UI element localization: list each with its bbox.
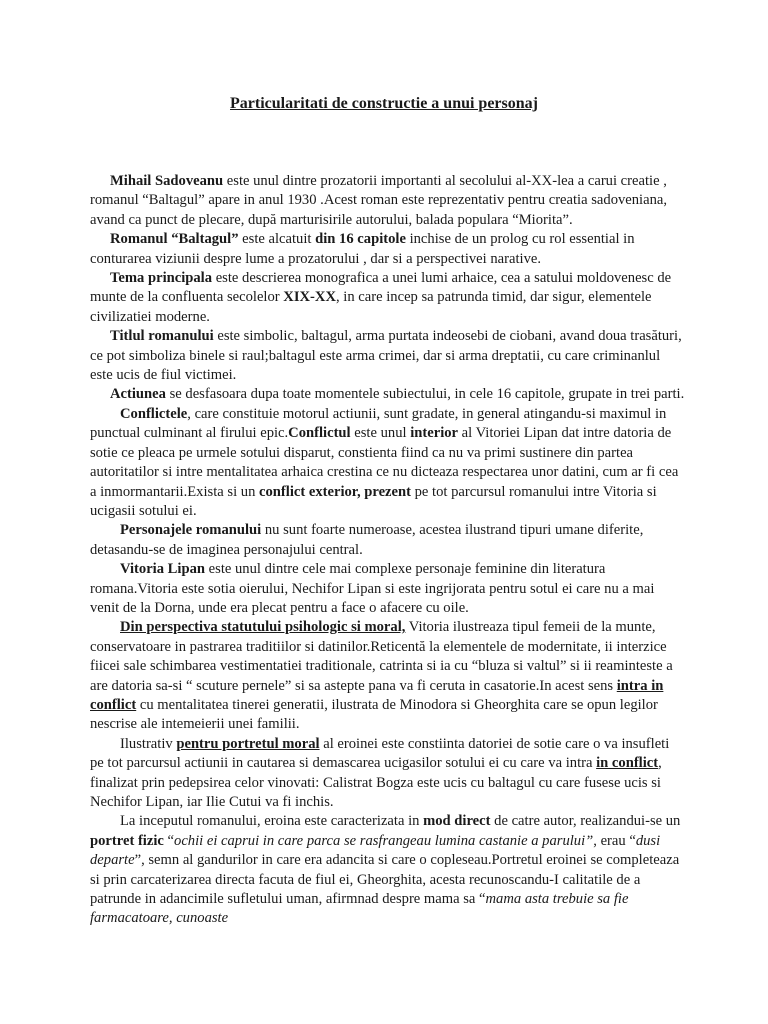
paragraph-theme: [90, 269, 685, 327]
underlined-phrase: intra in conflict: [90, 677, 664, 713]
text-run: Ilustrativ: [120, 735, 177, 752]
text-run: este unul dintre prozatorii importanti al secolului al-XX-lea a carui creatie , romanul “Baltagul” apare in anul 1930 .Acest roman este reprezentativ pentru creatia sadoveniana, avand ca punct de plecare, după marturisirile autorului, balada populara “Miorita”.: [90, 173, 668, 228]
bold-phrase: din 16 capitole: [315, 231, 406, 248]
text-run: pe tot parcursul romanului intre Vitoria si ucigasii sotului ei.: [90, 483, 657, 519]
text-run: nu sunt foarte numeroase, acestea ilustrand tipuri umane diferite, detasandu-se de imaginea personajului central.: [90, 522, 644, 558]
text-run: este alcatuit: [238, 231, 316, 248]
bold-phrase: Personajele romanului: [120, 522, 262, 539]
underlined-phrase: pentru portretul moral: [176, 735, 320, 752]
text-run: este unul dintre cele mai complexe personaje feminine din literatura romana.Vitoria este sotia oierului, Nechifor Lipan si este ingrijorata pentru sotul ei care nu a mai venit de la Dorna, unde era plecat pentru a face o afacere cu oile.: [90, 561, 655, 616]
bold-phrase: Vitoria Lipan: [120, 561, 206, 578]
text-run: se desfasoara dupa toate momentele subiectului, in cele 16 capitole, grupate in trei parti.: [165, 386, 685, 403]
italic-quote: dusi departe: [90, 832, 661, 869]
text-run: La inceputul romanului, eroina este caracterizata in: [120, 813, 424, 830]
bold-phrase: conflict exterior, prezent: [259, 483, 411, 500]
text-run: “: [163, 832, 175, 849]
paragraph-structure: [90, 230, 685, 269]
text-run: , care constituie motorul actiunii, sunt gradate, in general atingandu-si maximul in punctual culminant al firului epic.: [90, 405, 667, 442]
paragraph-psychological: [90, 618, 685, 734]
text-run: al Vitoriei Lipan dat intre datoria de sotie ce pleaca pe urmele sotului disparut, constienta fiind ca nu va primi sustinere din partea autoritatilor si intre mentalitatea arhaica crestina ce nu dicteaza respectarea unor datini, cum ar fi cea a inmormantarii.Exista si un: [90, 425, 679, 500]
text-run: , finalizat prin pedepsirea celor vinovati: Calistrat Bogza este ucis cu baltagul cu care fusese ucis si Nechifor Lipan, iar Ilie Cutui va fi inchis.: [90, 755, 662, 810]
text-run: este unul: [350, 425, 411, 442]
text-run: este descrierea monografica a unei lumi arhaice, cea a satului moldovenesc de munte de la confluenta secolelor: [90, 270, 672, 306]
italic-quote: mama asta trebuie sa fie farmacatoare, cunoaste: [90, 891, 629, 927]
bold-phrase: interior: [410, 425, 459, 442]
bold-phrase: Actiunea: [110, 386, 166, 403]
bold-phrase: Tema principala: [110, 270, 213, 287]
text-run: al eroinei este constiinta datoriei de sotie care o va insufleti pe tot parcursul actiunii in cautarea si demascarea ucigasilor sotului ei cu care va intra: [90, 735, 670, 772]
text-run: de catre autor, realizandui-se un: [490, 813, 681, 830]
paragraph-vitoria: [90, 560, 685, 618]
text-run: Vitoria ilustreaza tipul femeii de la munte, conservatoare in pastrarea traditiilor si datinilor.Reticentă la elementele de modernitate, ii interzice fiicei sale schimbarea vestimentatiei traditionale, catrinta si ia cu “bluza si valtul” si ii reaminteste a are datoria sa-si “ scuture pernele” si sa astepte pana va fi ceruta in casatorie.In acest sens: [90, 619, 673, 694]
underlined-phrase: Din perspectiva statutului psihologic si moral,: [120, 619, 406, 636]
bold-phrase: portret fizic: [90, 832, 164, 849]
bold-phrase: XIX-XX: [283, 289, 336, 306]
text-run: inchise de un prolog cu rol essential in conturarea viziunii despre lume a prozatorului , dar si a perspectivei narative.: [90, 231, 635, 267]
bold-phrase: mod direct: [423, 813, 491, 830]
text-run: este simbolic, baltagul, arma purtata indeosebi de ciobani, avand doua trasături, ce pot simboliza binele si raul;baltagul este arma crimei, dar si arma dreptatii, cu care criminanlul este ucis de fiul victimei.: [90, 328, 682, 384]
text-run: , in care incep sa patrunda timid, dar sigur, elementele civilizatiei moderne.: [90, 289, 652, 325]
italic-quote: ochii ei caprui in care parca se rasfrangeau lumina castanie a parului”: [174, 832, 594, 849]
paragraph-action: [90, 385, 685, 404]
text-run: ”, semn al gandurilor in care era adancita si care o copleseau.Portretul eroinei se completeaza si prin carcaterizarea directa facuta de fiul ei, Gheorghita, acesta recunoscandu-I calitatile de a patrunde in adancimile sufletului uman, afirmnad despre mama sa “: [90, 852, 680, 908]
paragraph-intro: [90, 172, 685, 230]
bold-phrase: Titlul romanului: [110, 328, 214, 345]
document-title: Particularitati de constructie a unui personaj: [230, 95, 538, 112]
underlined-phrase: in conflict: [596, 755, 659, 772]
text-run: cu mentalitatea tinerei generatii, ilustrata de Minodora si Gheorghita care se opun legilor nescrise ale intemeierii unei familii.: [90, 696, 658, 733]
bold-phrase: Conflictul: [288, 425, 351, 442]
document-body: [90, 172, 685, 929]
paragraph-characters: [90, 521, 685, 560]
paragraph-physical-portrait: [90, 812, 685, 928]
paragraph-title-meaning: [90, 327, 685, 385]
paragraph-moral-portrait: [90, 735, 685, 813]
bold-phrase: Conflictele: [120, 405, 188, 422]
paragraph-conflicts: [90, 405, 685, 521]
bold-phrase: Mihail Sadoveanu: [110, 173, 224, 189]
bold-phrase: Romanul “Baltagul”: [110, 231, 239, 248]
text-run: , erau “: [593, 832, 636, 849]
